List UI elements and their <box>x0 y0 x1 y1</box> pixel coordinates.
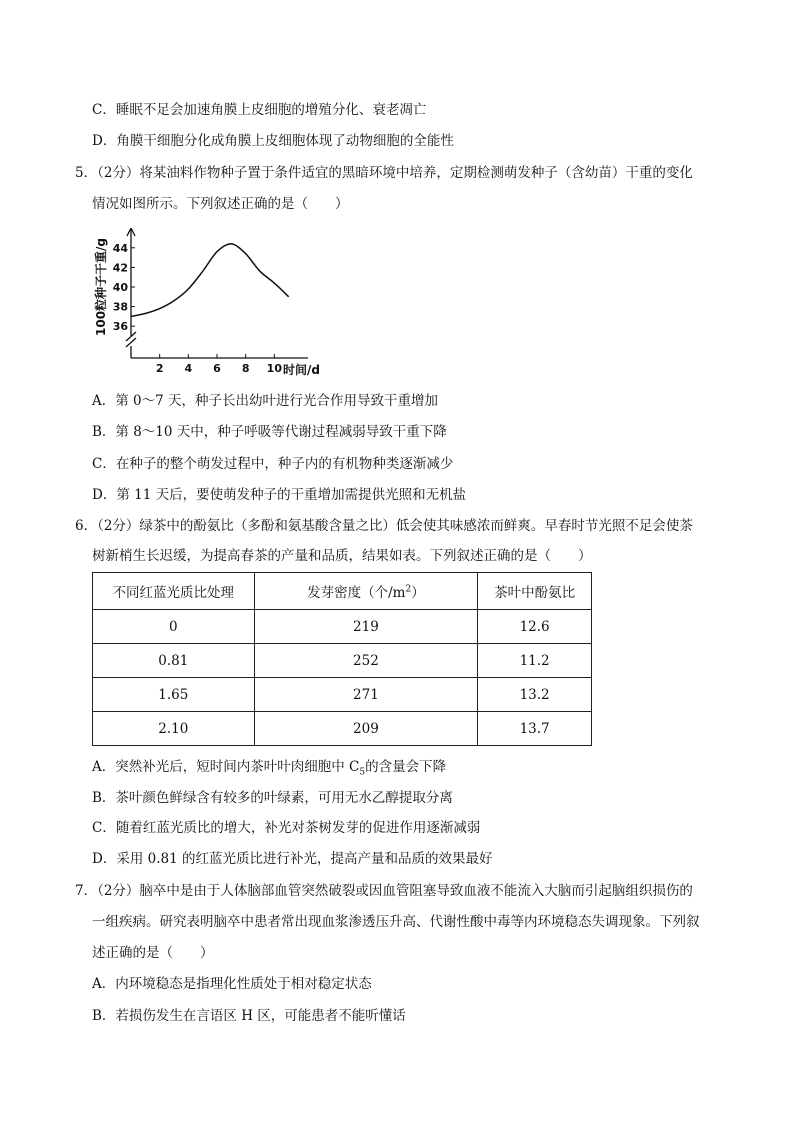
table-header-cell: 不同红蓝光质比处理 <box>93 573 255 610</box>
q5-stem-line1: 5．（2分）将某油料作物种子置于条件适宜的黑暗环境中培养，定期检测萌发种子（含幼苗）干重的变化 <box>75 165 693 181</box>
q5-option-c: C．在种子的整个萌发过程中，种子内的有机物种类逐渐减少 <box>92 456 454 472</box>
table-cell: 0 <box>93 610 255 644</box>
table-cell: 12.6 <box>478 610 592 644</box>
table-cell: 0.81 <box>93 644 255 678</box>
q4-option-d: D．角膜干细胞分化成角膜上皮细胞体现了动物细胞的全能性 <box>92 133 454 149</box>
table-cell: 11.2 <box>478 644 592 678</box>
table-header-cell <box>254 573 478 610</box>
table-row <box>93 712 592 746</box>
q6-stem-line1: 6．（2分）绿茶中的酚氨比（多酚和氨基酸含量之比）低会使其味感浓而鲜爽。早春时节光照不足会使茶 <box>75 518 693 534</box>
q7-option-a: A．内环境稳态是指理化性质处于相对稳定状态 <box>92 976 372 992</box>
q6-stem-line2: 树新梢生长迟缓，为提高春茶的产量和品质，结果如表。下列叙述正确的是（ ） <box>92 548 592 564</box>
q7-option-b: B．若损伤发生在言语区 H 区，可能患者不能听懂话 <box>92 1008 406 1024</box>
q6-option-b: B．茶叶颜色鲜绿含有较多的叶绿素，可用无水乙醇提取分离 <box>92 790 453 806</box>
q5-option-b: B．第 8～10 天中，种子呼吸等代谢过程减弱导致干重下降 <box>92 424 447 440</box>
y-tick-label: 40 <box>112 281 128 294</box>
y-tick-label: 36 <box>112 320 128 334</box>
x-tick-label: 4 <box>184 362 193 375</box>
y-axis-label: 100粒种子干重/g <box>94 237 108 336</box>
x-tick-label: 8 <box>241 362 250 375</box>
q5-stem-line2: 情况如图所示。下列叙述正确的是（ ） <box>92 196 349 212</box>
y-tick-label: 44 <box>112 241 128 255</box>
x-tick-label: 6 <box>213 362 221 375</box>
x-tick-label: 10 <box>266 362 282 375</box>
table-cell: 13.2 <box>478 678 592 712</box>
table-header-row <box>93 573 592 610</box>
table-cell: 1.65 <box>93 678 255 712</box>
q5-option-d: D．第 11 天后，要使萌发种子的干重增加需提供光照和无机盐 <box>92 487 467 503</box>
table-header-cell: 茶叶中酚氨比 <box>478 573 592 610</box>
table-cell: 252 <box>254 644 478 678</box>
table-cell: 219 <box>254 610 478 644</box>
q6-option-a-text: A．突然补光后，短时间内茶叶叶肉细胞中 C <box>92 759 360 775</box>
q7-stem-line3: 述正确的是（ ） <box>92 945 214 961</box>
q4-option-c: C．睡眠不足会加速角膜上皮细胞的增殖分化、衰老凋亡 <box>92 102 427 118</box>
light-ratio-table <box>92 572 592 746</box>
q6-option-a <box>92 757 446 783</box>
table-cell: 271 <box>254 678 478 712</box>
y-tick-label: 42 <box>112 261 128 275</box>
table-cell: 2.10 <box>93 712 255 746</box>
y-tick-label: 38 <box>112 300 128 314</box>
header-text: 发芽密度（个/m <box>307 585 406 601</box>
q7-stem-line1: 7．（2分）脑卒中是由于人体脑部血管突然破裂或因血管阻塞导致血液不能流入大脑而引起脑组织损伤的 <box>75 883 693 899</box>
q6-option-a-tail: 的含量会下降 <box>365 759 447 775</box>
q6-option-d: D．采用 0.81 的红蓝光质比进行补光，提高产量和品质的效果最好 <box>92 851 493 867</box>
q6-option-a-sub: 5 <box>359 767 366 778</box>
table-row <box>93 644 592 678</box>
x-tick-label: 2 <box>155 362 164 375</box>
q6-option-c: C．随着红蓝光质比的增大，补光对茶树发芽的促进作用逐渐减弱 <box>92 820 481 836</box>
header-close: ） <box>411 585 425 601</box>
dry-weight-curve <box>131 244 289 317</box>
header-sup: 2 <box>405 584 412 595</box>
q5-option-a: A．第 0～7 天，种子长出幼叶进行光合作用导致干重增加 <box>92 393 439 409</box>
q7-stem-line2: 一组疾病。研究表明脑卒中患者常出现血浆渗透压升高、代谢性酸中毒等内环境稳态失调现象。下列叙 <box>92 914 700 930</box>
table-row <box>93 610 592 644</box>
table-row <box>93 678 592 712</box>
dry-weight-chart <box>93 228 328 378</box>
table-cell: 13.7 <box>478 712 592 746</box>
table-cell: 209 <box>254 712 478 746</box>
x-axis-label: 时间/d <box>283 363 320 377</box>
